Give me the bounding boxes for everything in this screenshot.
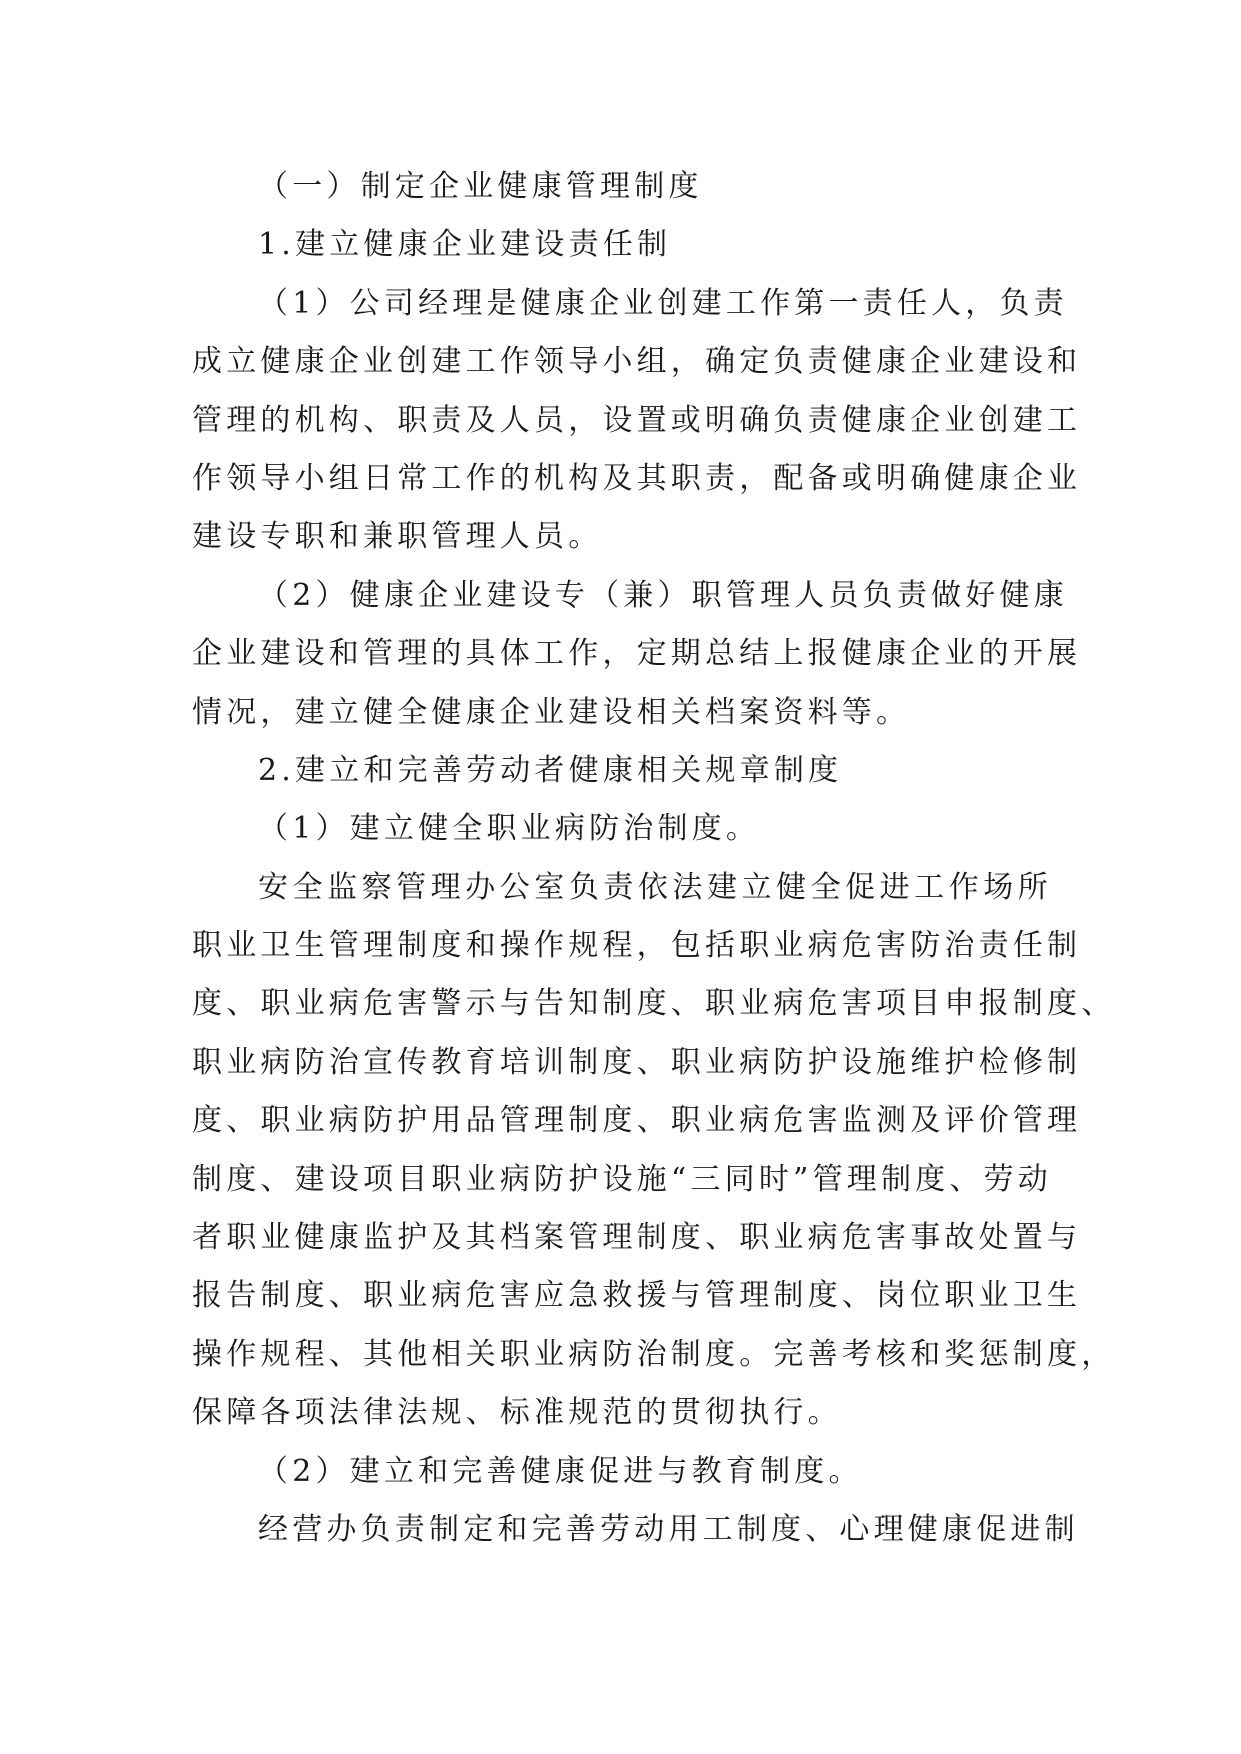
section-heading-1: （一）制定企业健康管理制度 — [258, 169, 703, 204]
paragraph-1-line-2: 成立健康企业创建工作领导小组，确定负责健康企业建设和 — [192, 344, 1082, 380]
paragraph-2-line-3: 情况，建立健全健康企业建设相关档案资料等。 — [192, 694, 911, 730]
document-body — [192, 158, 1116, 1559]
paragraph-3-line-8: 报告制度、职业病危害应急救援与管理制度、岗位职业卫生 — [192, 1278, 1082, 1314]
paragraph-3-line-9: 操作规程、其他相关职业病防治制度。完善考核和奖惩制度， — [192, 1336, 1116, 1372]
subsection-heading-2: 2.建立和完善劳动者健康相关规章制度 — [258, 752, 843, 788]
paragraph-1-line-1: （1）公司经理是健康企业创建工作第一责任人，负责 — [258, 285, 1068, 321]
paragraph-1-line-4: 作领导小组日常工作的机构及其职责，配备或明确健康企业 — [192, 460, 1082, 496]
paragraph-1-line-3: 管理的机构、职责及人员，设置或明确负责健康企业创建工 — [192, 402, 1082, 438]
item-heading-1: （1）建立健全职业病防治制度。 — [258, 811, 761, 847]
paragraph-3-line-6: 制度、建设项目职业病防护设施“三同时”管理制度、劳动 — [192, 1161, 1052, 1197]
paragraph-3-line-3: 度、职业病危害警示与告知制度、职业病危害项目申报制度、 — [192, 986, 1116, 1022]
paragraph-2-line-2: 企业建设和管理的具体工作，定期总结上报健康企业的开展 — [192, 636, 1082, 672]
paragraph-3-line-5: 度、职业病防护用品管理制度、职业病危害监测及评价管理 — [192, 1103, 1082, 1139]
paragraph-3-line-4: 职业病防治宣传教育培训制度、职业病防护设施维护检修制 — [192, 1044, 1082, 1080]
subsection-heading-1: 1.建立健康企业建设责任制 — [258, 227, 672, 263]
paragraph-3-line-7: 者职业健康监护及其档案管理制度、职业病危害事故处置与 — [192, 1220, 1082, 1256]
paragraph-3-line-10: 保障各项法律法规、标准规范的贯彻执行。 — [192, 1395, 842, 1431]
paragraph-2-line-1: （2）健康企业建设专（兼）职管理人员负责做好健康 — [258, 577, 1068, 613]
paragraph-3-line-1: 安全监察管理办公室负责依法建立健全促进工作场所 — [258, 869, 1052, 905]
paragraph-4-line-1: 经营办负责制定和完善劳动用工制度、心理健康促进制 — [258, 1511, 1079, 1547]
paragraph-1-line-5: 建设专职和兼职管理人员。 — [192, 519, 603, 555]
paragraph-3-line-2: 职业卫生管理制度和操作规程，包括职业病危害防治责任制 — [192, 928, 1082, 964]
item-heading-2: （2）建立和完善健康促进与教育制度。 — [258, 1453, 863, 1489]
